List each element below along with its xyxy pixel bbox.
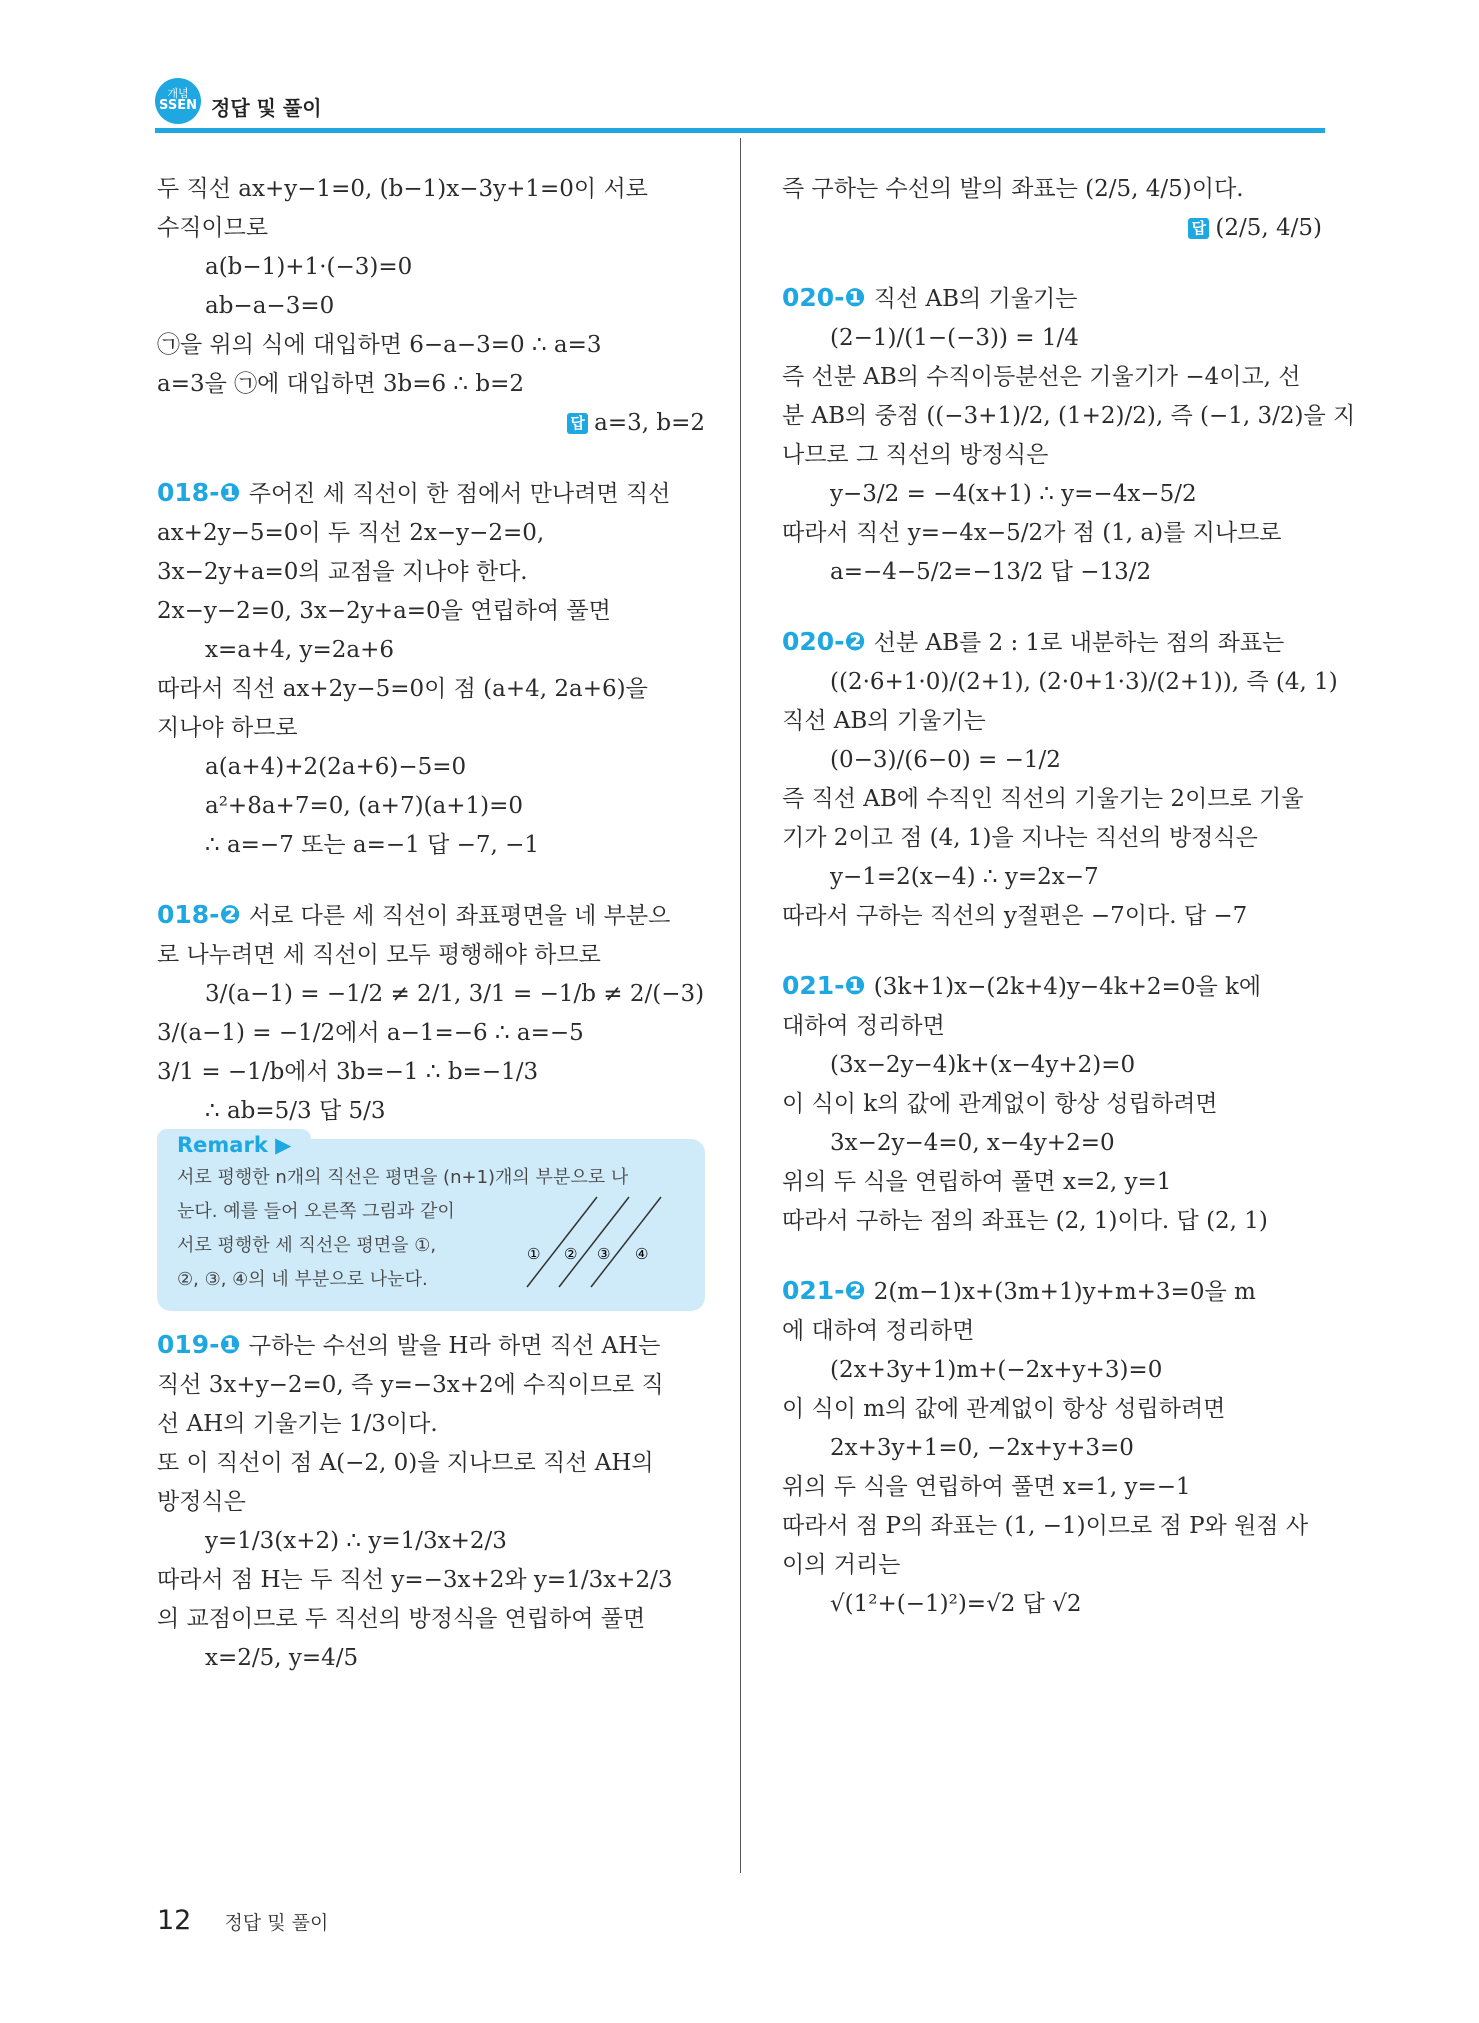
solution-line [782, 1429, 1322, 1468]
left-solutions-bottom [157, 1325, 705, 1678]
solution-line [782, 1351, 1322, 1390]
parallel-lines-figure [517, 1189, 667, 1289]
solution-line [157, 826, 705, 865]
problem-number: 019-❶ [157, 1330, 241, 1359]
line-text: a(b−1)+1·(−3)=0 [205, 254, 413, 280]
solution-line [782, 475, 1322, 514]
solution-line [157, 748, 705, 787]
line-text: 이의 거리는 [782, 1552, 901, 1578]
right-column [782, 170, 1356, 1624]
line-text: 이 식이 k의 값에 관계없이 항상 성립하려면 [782, 1091, 1218, 1117]
solution-line [157, 553, 705, 592]
solution-line [782, 1271, 1322, 1312]
header-rule [155, 128, 1325, 133]
line-text: ∴ ab=5/3 답 5/3 [205, 1098, 386, 1124]
header-title: 정답 및 풀이 [211, 96, 322, 120]
solution-line [782, 1546, 1322, 1585]
spacer [782, 1241, 1322, 1271]
line-text: 즉 직선 AB에 수직인 직선의 기울기는 2이므로 기울 [782, 786, 1304, 812]
line-text: ㉠을 위의 식에 대입하면 6−a−3=0 ∴ a=3 [157, 332, 602, 358]
line-text: 따라서 점 H는 두 직선 y=−3x+2와 y=1/3x+2/3 [157, 1567, 673, 1593]
solution-line [157, 1092, 705, 1131]
line-text: 두 직선 ax+y−1=0, (b−1)x−3y+1=0이 서로 [157, 176, 648, 202]
page-header [155, 78, 1325, 138]
line-text: 이 식이 m의 값에 관계없이 항상 성립하려면 [782, 1396, 1226, 1422]
line-text: 2x+3y+1=0, −2x+y+3=0 [830, 1435, 1134, 1461]
line-text: a²+8a+7=0, (a+7)(a+1)=0 [205, 793, 524, 819]
solution-line [157, 1405, 705, 1444]
line-text: 기가 2이고 점 (4, 1)을 지나는 직선의 방정식은 [782, 825, 1258, 851]
remark-line: 서로 평행한 n개의 직선은 평면을 (n+1)개의 부분으로 나 [177, 1167, 629, 1188]
line-text: 위의 두 식을 연립하여 풀면 x=1, y=−1 [782, 1474, 1191, 1500]
line-text: 3/1 = −1/b에서 3b=−1 ∴ b=−1/3 [157, 1059, 539, 1085]
line-text: 주어진 세 직선이 한 점에서 만나려면 직선 [248, 481, 671, 507]
line-text: 3/(a−1) = −1/2 ≠ 2/1, 3/1 = −1/b ≠ 2/(−3) [205, 981, 705, 1007]
line-text: y−3/2 = −4(x+1) ∴ y=−4x−5/2 [830, 481, 1197, 507]
solution-line [157, 404, 705, 443]
logo-bottom-text: SSEN [159, 98, 197, 113]
line-text: (2/5, 4/5) [1215, 215, 1322, 241]
remark-line: ②, ③, ④의 네 부분으로 나눈다. [177, 1269, 428, 1290]
page-footer [157, 1905, 328, 1936]
solution-line [782, 1202, 1322, 1241]
solution-line [157, 936, 705, 975]
solution-line [782, 702, 1322, 741]
solution-line [782, 1507, 1322, 1546]
solution-line [782, 1163, 1322, 1202]
problem-number: 018-❷ [157, 900, 241, 929]
region-label: ② [564, 1245, 578, 1263]
problem-number: 021-❷ [782, 1276, 866, 1305]
line-text: 대하여 정리하면 [782, 1013, 945, 1039]
solution-line [782, 358, 1322, 397]
solution-line [157, 514, 705, 553]
solution-line [782, 966, 1322, 1007]
solution-line [782, 397, 1356, 436]
line-text: 에 대하여 정리하면 [782, 1318, 975, 1344]
solution-line [157, 1561, 705, 1600]
line-text: 직선 AB의 기울기는 [873, 286, 1078, 312]
solution-line [157, 170, 705, 209]
solution-line [782, 278, 1322, 319]
line-text: 구하는 수선의 발을 H라 하면 직선 AH는 [248, 1333, 661, 1359]
solution-line [782, 1585, 1322, 1624]
line-text: a=−4−5/2=−13/2 답 −13/2 [830, 559, 1152, 585]
solution-line [157, 1053, 705, 1092]
solution-line [782, 1468, 1322, 1507]
right-solutions [782, 170, 1356, 1624]
solution-line [157, 1444, 705, 1483]
remark-line: 서로 평행한 세 직선은 평면을 ①, [177, 1235, 437, 1256]
solution-line [782, 436, 1322, 475]
solution-line [157, 670, 705, 709]
line-text: 방정식은 [157, 1489, 246, 1515]
left-solutions-top [157, 170, 705, 1131]
remark-box [157, 1133, 705, 1311]
remark-label: Remark ▶ [157, 1129, 311, 1161]
solution-line [157, 709, 705, 748]
left-column [157, 170, 705, 1678]
solution-line [782, 897, 1322, 936]
solution-line [782, 780, 1322, 819]
logo-top-text: 개념 [167, 87, 189, 100]
line-text: a=3, b=2 [594, 410, 705, 436]
spacer [157, 865, 705, 895]
line-text: y=1/3(x+2) ∴ y=1/3x+2/3 [205, 1528, 507, 1554]
line-text: 3x−2y+a=0의 교점을 지나야 한다. [157, 559, 528, 585]
solution-line [157, 209, 705, 248]
line-text: 3x−2y−4=0, x−4y+2=0 [830, 1130, 1115, 1156]
line-text: √(1²+(−1)²)=√2 답 √2 [830, 1591, 1082, 1617]
line-text: a=3을 ㉠에 대입하면 3b=6 ∴ b=2 [157, 371, 525, 397]
solution-line [157, 631, 705, 670]
line-text: x=a+4, y=2a+6 [205, 637, 394, 663]
line-text: 직선 AB의 기울기는 [782, 708, 986, 734]
page-number: 12 [157, 1905, 192, 1936]
line-text: 직선 3x+y−2=0, 즉 y=−3x+2에 수직이므로 직 [157, 1372, 664, 1398]
footer-title: 정답 및 풀이 [224, 1912, 329, 1934]
solution-line [782, 319, 1322, 358]
problem-number: 020-❷ [782, 627, 866, 656]
solution-line [157, 1366, 705, 1405]
solution-line [782, 1007, 1322, 1046]
solution-line [782, 1390, 1322, 1429]
solution-line [782, 663, 1338, 702]
solution-line [157, 248, 705, 287]
solution-line [157, 473, 705, 514]
solution-line [782, 622, 1322, 663]
line-text: 분 AB의 중점 ((−3+1)/2, (1+2)/2), 즉 (−1, 3/2)을 지 [782, 403, 1356, 429]
solution-line [157, 787, 705, 826]
line-text: 2x−y−2=0, 3x−2y+a=0을 연립하여 풀면 [157, 598, 611, 624]
line-text: (2−1)/(1−(−3)) = 1/4 [830, 325, 1079, 351]
solution-line [157, 1325, 705, 1366]
solution-line [157, 895, 705, 936]
line-text: 따라서 점 P의 좌표는 (1, −1)이므로 점 P와 원점 사 [782, 1513, 1309, 1539]
line-text: x=2/5, y=4/5 [205, 1645, 359, 1671]
line-text: 선 AH의 기울기는 1/3이다. [157, 1411, 438, 1437]
spacer [782, 936, 1322, 966]
solution-line [157, 975, 705, 1014]
line-text: ab−a−3=0 [205, 293, 335, 319]
line-text: (3k+1)x−(2k+4)y−4k+2=0을 k에 [873, 974, 1262, 1000]
solution-line [157, 1522, 705, 1561]
solution-line [782, 170, 1322, 209]
line-text: 따라서 직선 y=−4x−5/2가 점 (1, a)를 지나므로 [782, 520, 1282, 546]
line-text: 위의 두 식을 연립하여 풀면 x=2, y=1 [782, 1169, 1172, 1195]
line-text: (3x−2y−4)k+(x−4y+2)=0 [830, 1052, 1136, 1078]
solution-line [782, 819, 1322, 858]
region-label: ③ [597, 1245, 611, 1263]
line-text: y−1=2(x−4) ∴ y=2x−7 [830, 864, 1099, 890]
line-text: 즉 선분 AB의 수직이등분선은 기울기가 −4이고, 선 [782, 364, 1301, 390]
line-text: (0−3)/(6−0) = −1/2 [830, 747, 1061, 773]
spacer [782, 248, 1322, 278]
line-text: 로 나누려면 세 직선이 모두 평행해야 하므로 [157, 942, 601, 968]
remark-line: 눈다. 예를 들어 오른쪽 그림과 같이 [177, 1201, 455, 1222]
solution-line [157, 287, 705, 326]
line-text: 즉 구하는 수선의 발의 좌표는 (2/5, 4/5)이다. [782, 176, 1244, 202]
solution-line [782, 1124, 1322, 1163]
solution-line [157, 1600, 705, 1639]
line-text: 서로 다른 세 직선이 좌표평면을 네 부분으 [248, 903, 671, 929]
line-text: 따라서 직선 ax+2y−5=0이 점 (a+4, 2a+6)을 [157, 676, 648, 702]
spacer [157, 443, 705, 473]
line-text: ((2·6+1·0)/(2+1), (2·0+1·3)/(2+1)), 즉 (4, 1) [830, 669, 1338, 695]
region-label: ④ [635, 1245, 649, 1263]
line-text: 나므로 그 직선의 방정식은 [782, 442, 1049, 468]
solution-line [782, 1085, 1322, 1124]
answer-badge: 답 [567, 413, 588, 434]
spacer [782, 592, 1322, 622]
brand-logo [155, 78, 201, 124]
solution-line [157, 1639, 705, 1678]
line-text: 의 교점이므로 두 직선의 방정식을 연립하여 풀면 [157, 1606, 646, 1632]
line-text: 따라서 구하는 직선의 y절편은 −7이다. 답 −7 [782, 903, 1248, 929]
solution-line [782, 514, 1322, 553]
solution-line [157, 365, 705, 404]
line-text: 2(m−1)x+(3m+1)y+m+3=0을 m [873, 1279, 1256, 1305]
line-text: 따라서 구하는 점의 좌표는 (2, 1)이다. 답 (2, 1) [782, 1208, 1268, 1234]
solution-line [782, 741, 1322, 780]
solution-line [157, 326, 705, 365]
line-text: 지나야 하므로 [157, 715, 298, 741]
line-text: ∴ a=−7 또는 a=−1 답 −7, −1 [205, 832, 540, 858]
line-text: 선분 AB를 2 : 1로 내분하는 점의 좌표는 [873, 630, 1285, 656]
line-text: 3/(a−1) = −1/2에서 a−1=−6 ∴ a=−5 [157, 1020, 584, 1046]
solution-line [157, 592, 705, 631]
problem-number: 018-❶ [157, 478, 241, 507]
line-text: 수직이므로 [157, 215, 269, 241]
line-text: ax+2y−5=0이 두 직선 2x−y−2=0, [157, 520, 545, 546]
region-label: ① [527, 1245, 541, 1263]
column-divider [740, 138, 741, 1873]
solution-line [782, 553, 1322, 592]
problem-number: 020-❶ [782, 283, 866, 312]
solution-line [782, 1312, 1322, 1351]
solution-line [782, 858, 1322, 897]
line-text: 또 이 직선이 점 A(−2, 0)을 지나므로 직선 AH의 [157, 1450, 654, 1476]
solution-line [782, 1046, 1322, 1085]
solution-line [157, 1014, 705, 1053]
answer-badge: 답 [1188, 218, 1209, 239]
solution-line [782, 209, 1322, 248]
problem-number: 021-❶ [782, 971, 866, 1000]
solution-line [157, 1483, 705, 1522]
line-text: (2x+3y+1)m+(−2x+y+3)=0 [830, 1357, 1163, 1383]
line-text: a(a+4)+2(2a+6)−5=0 [205, 754, 467, 780]
